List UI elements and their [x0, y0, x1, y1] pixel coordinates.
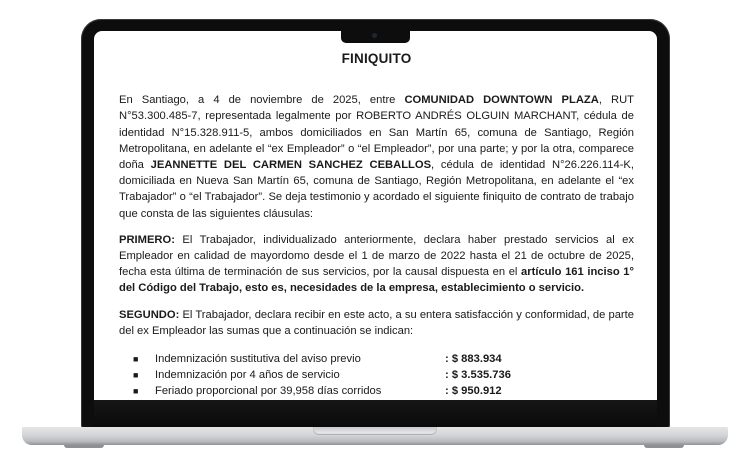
payment-label: Indemnización por 4 años de servicio [155, 369, 340, 382]
screen-bottom-bezel [94, 400, 657, 427]
lid-opening-notch [313, 427, 437, 435]
payment-amount: : $ 950.912 [445, 385, 502, 398]
bullet-icon: ■ [133, 386, 139, 397]
webcam-icon [372, 33, 377, 38]
payment-item [133, 383, 634, 399]
document [119, 51, 634, 416]
laptop-foot-right [644, 445, 684, 448]
bullet-icon: ■ [133, 354, 139, 365]
intro-paragraph: En Santiago, a 4 de noviembre de 2025, entre COMUNIDAD DOWNTOWN PLAZA, RUT N°53.300.485-7, representada legalmente por ROBERTO ANDRÉS OLGUIN MARCHANT, cédula de identidad N°15.328.911-5, ambos domiciliados en San Martín 65, comuna de Santiago, Región Metropolitana, en adelante el “ex Empleador” o “el Empleador”, por una parte; y por la otra, comparece doña JEANNETTE DEL CARMEN SANCHEZ CEBALLOS, cédula de identidad N°26.226.114-K, domiciliada en Nueva San Martín 65, comuna de Santiago, Región Metropolitana, en adelante el “ex Trabajador” o “el Trabajador”. Se deja testimonio y acordado el siguiente finiquito de contrato de trabajo que consta de las siguientes cláusulas: [119, 94, 634, 220]
payment-item [133, 351, 634, 367]
payment-amount: : $ 883.934 [445, 353, 502, 366]
payment-label: Feriado proporcional por 39,958 días corridos [155, 385, 382, 398]
laptop-foot-left [64, 445, 104, 448]
payment-amount: : $ 3.535.736 [445, 369, 511, 382]
clause-segundo: SEGUNDO: El Trabajador, declara recibir en este acto, a su entera satisfacción y conformidad, de parte del ex Empleador las sumas que a continuación se indican: [119, 308, 634, 337]
clause-primero: PRIMERO: El Trabajador, individualizado anteriormente, declara haber prestado servicios al ex Empleador en calidad de mayordomo desde el 1 de marzo de 2022 hasta el 21 de octubre de 2025, fecha esta última de terminación de sus servicios, por la causal dispuesta en el artículo 161 inciso 1° del Código del Trabajo, esto es, necesidades de la empresa, establecimiento o servicio. [119, 233, 635, 295]
document-title: FINIQUITO [341, 51, 412, 66]
payment-label: Indemnización sustitutiva del aviso previo [155, 353, 361, 366]
payment-item [133, 367, 634, 383]
laptop-screen [94, 31, 657, 400]
bullet-icon: ■ [133, 370, 139, 381]
